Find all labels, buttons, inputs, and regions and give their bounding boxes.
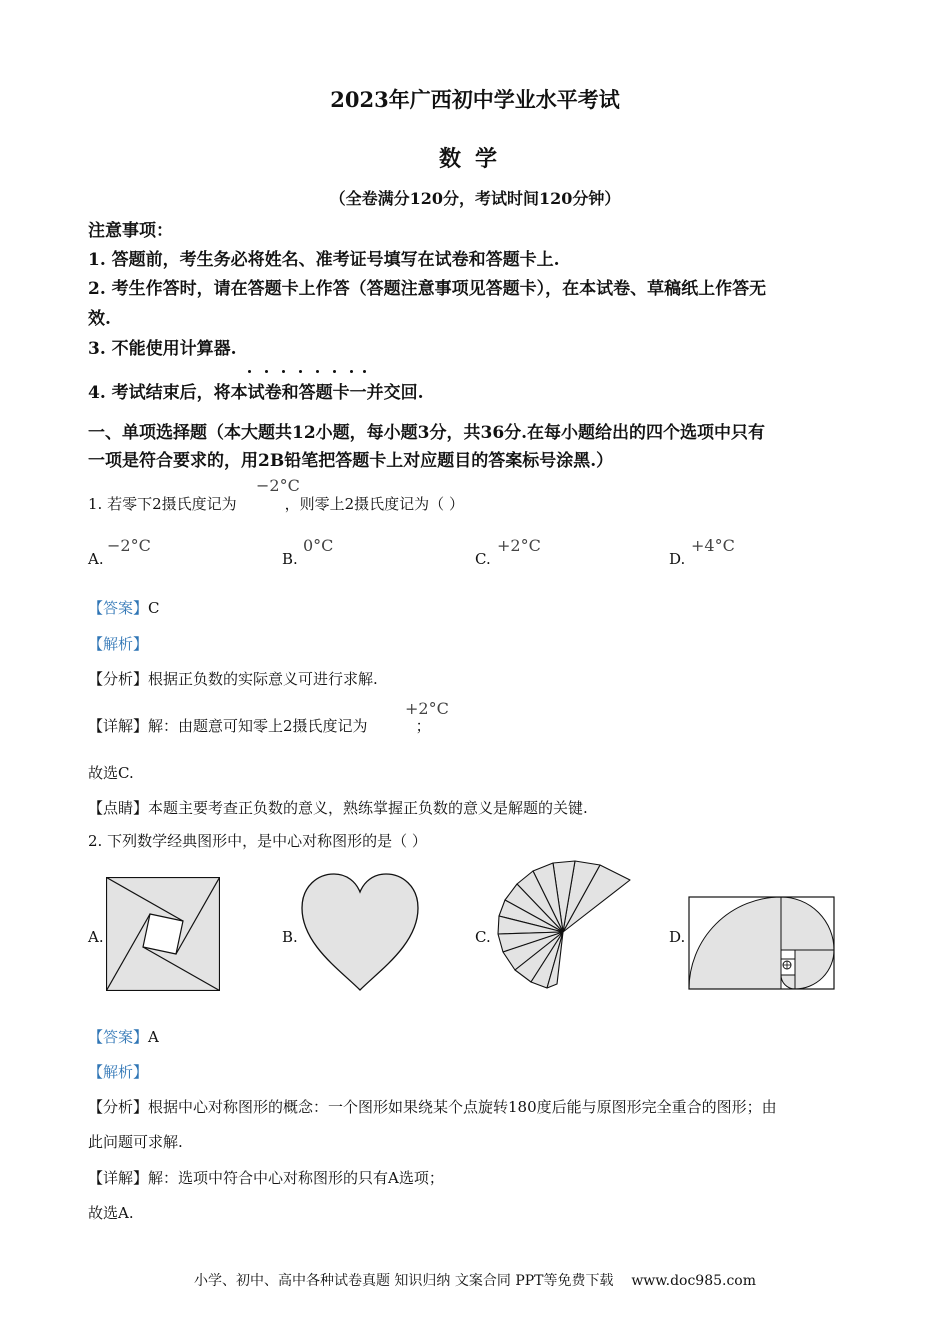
q2-xiangjie-text: 解：选项中符合中心对称图形的只有A选项； [148, 1169, 444, 1187]
q1-xiangjie-text: 解：由题意可知零上2摄氏度记为 [148, 717, 368, 735]
q1-stem-text-2: ，则零上2摄氏度记为（ ） [284, 495, 464, 513]
q1-xiangjie [88, 715, 431, 736]
dianjing-tag: 【点睛】 [88, 799, 149, 817]
notice-item-2-cont: 效. [88, 309, 111, 329]
q2-answer-value: A [148, 1028, 159, 1046]
q1-option-c-label: C. [475, 550, 491, 568]
q1-answer-value: C [148, 599, 160, 617]
q1-analysis-tag: 【解析】 [88, 635, 149, 653]
section-heading-line-1: 一、单项选择题（本大题共12小题，每小题3分，共36分.在每小题给出的四个选项中只有 [88, 423, 766, 443]
xiangjie-tag: 【详解】 [88, 1169, 149, 1187]
fenxi-tag: 【分析】 [88, 670, 149, 688]
xiangjie-tag: 【详解】 [88, 717, 149, 735]
q1-option-d-label: D. [669, 550, 686, 568]
q1-stem-math: −2°C [256, 476, 300, 495]
q1-xiangjie-end: ； [415, 717, 431, 735]
q1-option-a-value: −2°C [107, 536, 151, 555]
q2-analysis-tag: 【解析】 [88, 1063, 149, 1081]
answer-tag: 【答案】 [88, 1028, 149, 1046]
q2-option-a-label: A. [88, 928, 104, 946]
q2-xiangjie [88, 1167, 444, 1188]
fenxi-tag: 【分析】 [88, 1098, 149, 1116]
subject-title: 数学 [438, 146, 511, 172]
notice-item-2: 2. 考生作答时，请在答题卡上作答（答题注意事项见答题卡），在本试卷、草稿纸上作答无 [88, 279, 767, 299]
q1-choose: 故选C. [88, 764, 134, 782]
q2-fenxi-text: 根据中心对称图形的概念：一个图形如果绕某个点旋转180度后能与原图形完全重合的图形；由 [148, 1098, 777, 1116]
q1-dianjing-text: 本题主要考查正负数的意义，熟练掌握正负数的意义是解题的关键. [148, 799, 588, 817]
q1-option-a-label: A. [88, 550, 104, 568]
notice-item-3: 3. 不能使用计算器. [88, 339, 237, 359]
section-heading-line-2: 一项是符合要求的，用2B铅笔把答题卡上对应题目的答案标号涂黑.） [88, 451, 614, 471]
q1-option-b-value: 0°C [303, 536, 334, 555]
q1-xiangjie-math: +2°C [405, 699, 449, 718]
pinwheel-square-figure [106, 877, 220, 991]
page-footer [0, 1270, 950, 1290]
footer-text: 小学、初中、高中各种试卷真题 知识归纳 文案合同 PPT等免费下载 [193, 1273, 614, 1289]
notice-item-1: 1. 答题前，考生务必将姓名、准考证号填写在试卷和答题卡上. [88, 250, 560, 270]
exam-meta: （全卷满分120分，考试时间120分钟） [329, 189, 621, 208]
q2-fenxi [88, 1096, 777, 1117]
q1-option-c-value: +2°C [497, 536, 541, 555]
notice-item-4: 4. 考试结束后，将本试卷和答题卡一并交回. [88, 383, 424, 403]
q1-fenxi-text: 根据正负数的实际意义可进行求解. [148, 670, 378, 688]
page-title: 2023年广西初中学业水平考试 [330, 87, 620, 112]
q1-dianjing [88, 797, 588, 818]
footer-url[interactable]: www.doc985.com [631, 1273, 757, 1289]
q2-option-c-label: C. [475, 928, 491, 946]
q2-stem: 2. 下列数学经典图形中，是中心对称图形的是（ ） [88, 832, 427, 850]
q2-fenxi-cont: 此问题可求解. [88, 1133, 183, 1151]
golden-spiral-figure [688, 896, 836, 990]
q2-option-d-label: D. [669, 928, 686, 946]
q1-option-d-value: +4°C [691, 536, 735, 555]
q2-choose: 故选A. [88, 1204, 134, 1222]
notice-heading: 注意事项： [88, 221, 173, 241]
heart-figure [300, 872, 420, 994]
q2-option-b-label: B. [282, 928, 298, 946]
q2-answer [88, 1026, 159, 1047]
q1-fenxi [88, 668, 378, 689]
spiral-triangles-figure [495, 860, 635, 992]
q1-option-b-label: B. [282, 550, 298, 568]
q1-answer [88, 597, 160, 618]
q1-stem [88, 493, 464, 514]
answer-tag: 【答案】 [88, 599, 149, 617]
q1-stem-text: 1. 若零下2摄氏度记为 [88, 495, 237, 513]
